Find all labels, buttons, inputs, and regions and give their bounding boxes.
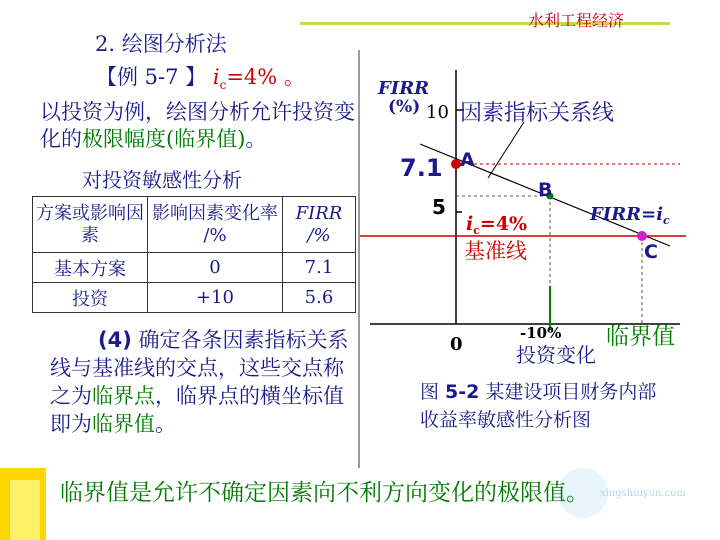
figure-caption: 图 5-2 某建设项目财务内部收益率敏感性分析图 — [420, 381, 657, 431]
table-header-change: 影响因素变化率 /% — [148, 197, 283, 253]
table-header-firr: FIRR /% — [283, 197, 356, 253]
y-tick-label: 5 — [432, 195, 446, 219]
factor-line-label: 因素指标关系线 — [460, 101, 615, 126]
point-c-label: C — [644, 241, 658, 263]
table-cell: 7.1 — [283, 253, 356, 283]
critical-point-term: 临界点 — [92, 384, 155, 408]
table-title: 对投资敏感性分析 — [82, 168, 242, 192]
factor-line-pointer — [488, 122, 524, 178]
point-c — [637, 231, 647, 241]
x-tick-label: -10% — [520, 324, 562, 342]
corner-decoration-inner — [10, 480, 40, 540]
sensitivity-chart — [360, 40, 690, 370]
baseline-ic-label: $i_c=4\%$ — [466, 213, 528, 237]
step-number: (4) — [98, 328, 132, 352]
critical-value-label: 临界值 — [606, 324, 675, 350]
course-name: 水利工程经济 — [528, 11, 625, 30]
firr-equation: $FIRR=i_c$ — [590, 204, 670, 227]
y-axis-label: FIRR — [378, 78, 430, 99]
bottom-note: 临界值是允许不确定因素向不利方向变化的极限值。 — [60, 480, 589, 506]
table-row — [33, 253, 356, 283]
example-text: 以投资为例，绘图分析允许投资变化的 — [40, 100, 355, 152]
table-cell: 0 — [148, 253, 283, 283]
table-cell: +10 — [148, 283, 283, 313]
section-title: 2. 绘图分析法 — [95, 32, 227, 56]
y-axis-unit: (%) — [388, 97, 421, 117]
ic-term: $i_c=4\%$ 。 — [212, 65, 305, 93]
step-paragraph: (4) 确定各条因素指标关系线与基准线的交点，这些交点称之为临界点，临界点的横坐标值即为临界值。 — [50, 328, 349, 436]
example-label: 【例 5-7 】 — [96, 65, 207, 89]
critical-value-term: 临界值 — [92, 412, 155, 436]
example-paragraph: 【例 5-7 】 $i_c=4\%$ 。 以投资为例，绘图分析允许投资变化的极限幅度(临界值)。 — [40, 65, 355, 152]
y-tick-label: 10 — [426, 102, 449, 123]
watermark: xingshuiyun.com — [600, 488, 686, 499]
table-header-factor: 方案或影响因素 — [33, 197, 148, 253]
baseline-label: 基准线 — [464, 239, 527, 263]
point-a-label: A — [460, 149, 475, 171]
table-cell: 5.6 — [283, 283, 356, 313]
sensitivity-table — [32, 196, 356, 313]
table-row — [33, 283, 356, 313]
example-highlight: 极限幅度(临界值) — [82, 127, 246, 152]
x-axis-label: 投资变化 — [516, 343, 596, 367]
table-cell: 基本方案 — [33, 253, 148, 283]
origin-label: 0 — [450, 334, 463, 355]
point-b-label: B — [538, 179, 553, 201]
table-cell: 投资 — [33, 283, 148, 313]
point-a-value: 7.1 — [400, 154, 443, 182]
